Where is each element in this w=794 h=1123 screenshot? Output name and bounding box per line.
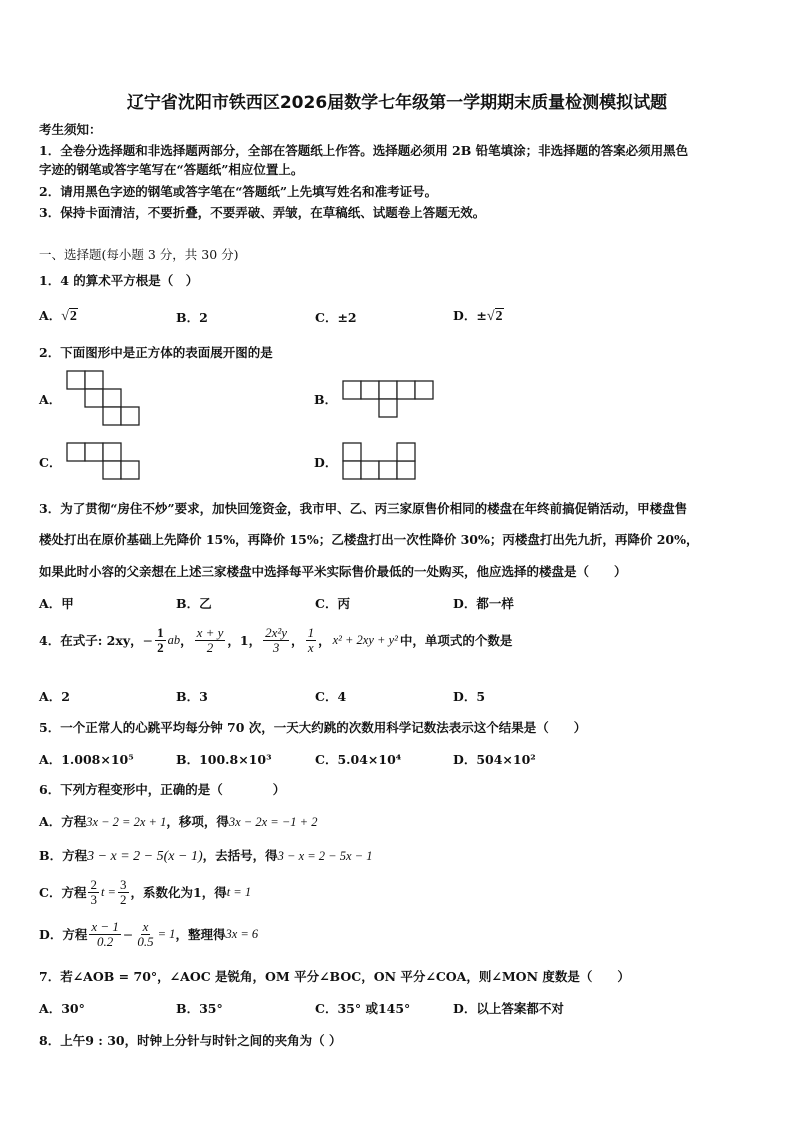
- q3-option-b: B．乙: [176, 596, 212, 611]
- question-4: 4．在式子: 2xy， − $\frac{1}{2}$ ab ， $\frac{x + y}{2}$ ， 1， $\frac{\text{2x²y}}{3}$ ， $\frac{1}{x}$ ， x² + 2xy + y² 中，单项式的个数是: [39, 625, 513, 655]
- q5-option-b: B．100.8×10³: [176, 752, 272, 767]
- q7-option-d: D．以上答案都不对: [453, 1001, 564, 1016]
- q6-option-c: C．方程 $\frac{2}{3}$ t = $\frac{3}{2}$ ，系数化为1，得 t = 1: [39, 877, 252, 907]
- q1-option-a: A．√2: [39, 308, 77, 324]
- q3-option-a: A．甲: [39, 596, 74, 611]
- q6-option-a: A．方程3x − 2 = 2x + 1，移项，得3x − 2x = −1 + 2: [39, 814, 318, 829]
- question-1: 1．4 的算术平方根是（ ）: [39, 273, 199, 288]
- q7-option-a: A．30°: [39, 1001, 85, 1016]
- notice-item-1: 1．全卷分选择题和非选择题两部分，全部在答题纸上作答。选择题必须用 2B 铅笔填涂；非选择题的答案必须用黑色: [39, 143, 689, 158]
- notice-item-3: 3．保持卡面清洁，不要折叠，不要弄破、弄皱，在草稿纸、试题卷上答题无效。: [39, 205, 486, 220]
- q5-option-c: C．5.04×10⁴: [315, 752, 402, 767]
- q4-frac-3: $\frac{\text{2x²y}}{3}$: [265, 625, 288, 655]
- q2-net-d: [342, 442, 418, 480]
- q2-net-c: [66, 442, 142, 480]
- q1-d-radicand: 2: [495, 309, 503, 324]
- question-3-line-1: 3．为了贯彻“房住不炒”要求，加快回笼资金，我市甲、乙、丙三家原售价相同的楼盘在年终前搞促销活动，甲楼盘售: [39, 501, 688, 516]
- q2-option-d: D．: [314, 455, 338, 470]
- notice-heading: 考生须知：: [39, 122, 102, 137]
- q5-option-a: A．1.008×10⁵: [39, 752, 134, 767]
- q6-option-b: B．方程3 − x = 2 − 5(x − 1)，去括号，得3 − x = 2 − 5x − 1: [39, 848, 373, 864]
- q2-option-c: C．: [39, 455, 62, 470]
- q4-polynomial: x² + 2xy + y²: [332, 632, 398, 647]
- q7-option-b: B．35°: [176, 1001, 223, 1016]
- section-heading: 一、选择题(每小题 3 分，共 30 分): [39, 247, 239, 262]
- question-2: 2．下面图形中是正方体的表面展开图的是: [39, 345, 273, 360]
- q5-option-d: D．504×10²: [453, 752, 536, 767]
- q4-option-a: A．2: [39, 689, 70, 704]
- question-3-line-2: 楼处打出在原价基础上先降价 15%，再降价 15%；乙楼盘打出一次性降价 30%；丙楼盘打出先九折，再降价 20%，: [39, 532, 699, 547]
- q4-frac-4: $\frac{1}{x}$: [307, 625, 315, 655]
- q1-option-d: D．±√2: [453, 308, 503, 324]
- q2-net-b: [342, 380, 436, 418]
- q4-frac-2: $\frac{x + y}{2}$: [196, 625, 224, 655]
- q1-option-b: B．2: [176, 310, 208, 325]
- q7-option-c: C．35° 或145°: [315, 1001, 411, 1016]
- notice-item-1-cont: 字迹的钢笔或答字笔写在“答题纸”相应位置上。: [39, 162, 304, 177]
- q3-option-c: C．丙: [315, 596, 350, 611]
- q3-option-d: D．都一样: [453, 596, 514, 611]
- question-7: 7．若∠AOB = 70°，∠AOC 是锐角，OM 平分∠BOC，ON 平分∠COA，则∠MON 度数是（ ）: [39, 969, 630, 984]
- q4-frac-1: $\frac{1}{2}$: [157, 625, 164, 655]
- q4-option-c: C．4: [315, 689, 347, 704]
- question-8: 8．上午9 : 30，时钟上分针与时针之间的夹角为（ ）: [39, 1033, 342, 1048]
- q2-option-b: B．: [314, 392, 338, 407]
- q4-option-d: D．5: [453, 689, 486, 704]
- q4-option-b: B．3: [176, 689, 208, 704]
- q2-net-a: [66, 370, 142, 426]
- question-3-line-3: 如果此时小容的父亲想在上述三家楼盘中选择每平米实际售价最低的一处购买，他应选择的楼盘是（ ）: [39, 564, 627, 579]
- notice-item-2: 2．请用黑色字迹的钢笔或答字笔在“答题纸”上先填写姓名和准考证号。: [39, 184, 438, 199]
- exam-title: 辽宁省沈阳市铁西区2026届数学七年级第一学期期末质量检测模拟试题: [126, 93, 668, 113]
- question-5: 5．一个正常人的心跳平均每分钟 70 次，一天大约跳的次数用科学记数法表示这个结果是（ ）: [39, 720, 587, 735]
- q6-option-d: D．方程 $\frac{x - 1}{0.2}$ − $\frac{x}{0.5}$ = 1 ，整理得 3x = 6: [39, 919, 259, 949]
- q2-option-a: A．: [39, 392, 62, 407]
- q1-option-c: C．±2: [315, 310, 357, 325]
- question-6: 6．下列方程变形中，正确的是（ ）: [39, 782, 286, 797]
- q1-a-radicand: 2: [69, 309, 77, 324]
